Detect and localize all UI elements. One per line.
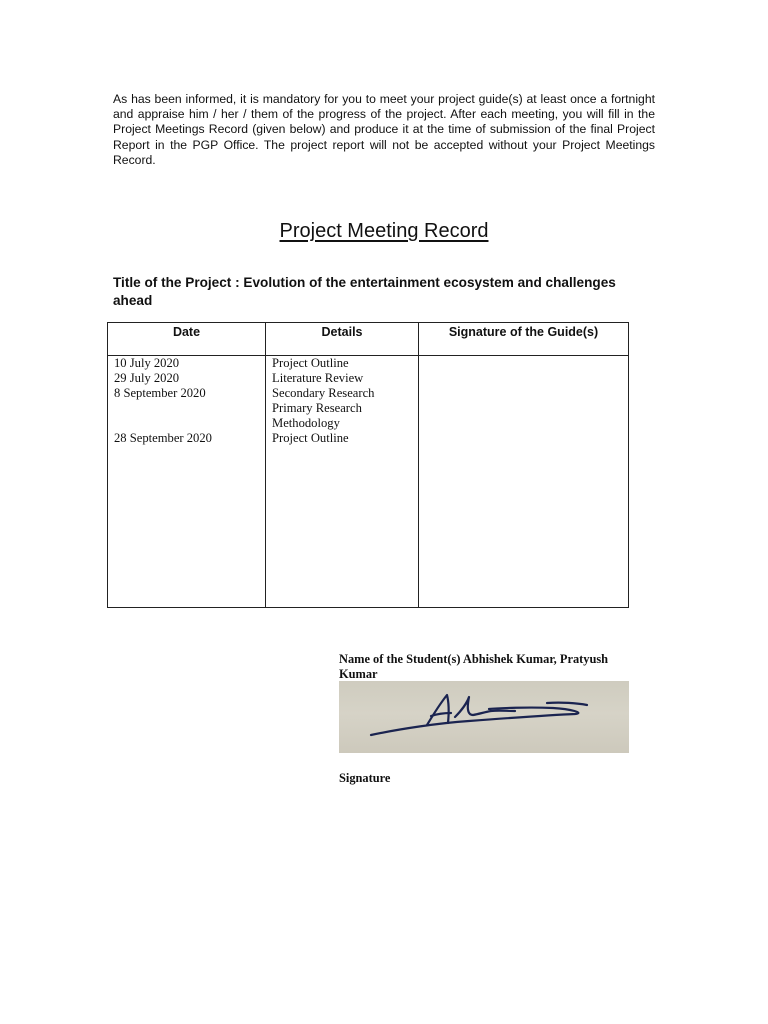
meeting-detail: Project Outline	[272, 356, 349, 370]
intro-paragraph: As has been informed, it is mandatory for you to meet your project guide(s) at least once a fortnight and appraise him / her / them of the progress of the project. After each meeting, you will fill in the Project Meetings Record (given below) and produce it at the time of submission of the final Project Report in the PGP Office. The project report will not be accepted without your Project Meetings Record.	[113, 92, 655, 167]
details-cell	[266, 356, 419, 608]
meeting-detail: Literature Review	[272, 371, 364, 385]
student-name: Name of the Student(s) Abhishek Kumar, Pratyush Kumar	[339, 652, 609, 681]
meeting-detail: Methodology	[272, 416, 340, 430]
table-row	[108, 356, 629, 608]
document-title: Project Meeting Record	[279, 220, 489, 242]
date-column-header: Date	[108, 323, 266, 356]
signature-column-header: Signature of the Guide(s)	[419, 323, 629, 356]
meeting-date: 28 September 2020	[114, 431, 212, 445]
meeting-date: 29 July 2020	[114, 371, 180, 385]
meeting-date: 10 July 2020	[114, 356, 180, 370]
project-title: Title of the Project : Evolution of the entertainment ecosystem and challenges ahead	[113, 275, 616, 308]
guide-signature-cell	[419, 356, 629, 608]
details-column-header: Details	[266, 323, 419, 356]
meeting-detail: Project Outline	[272, 431, 349, 445]
handwritten-signature	[339, 681, 629, 753]
meeting-date: 8 September 2020	[114, 386, 206, 400]
meeting-detail: Secondary Research	[272, 386, 375, 400]
table-header-row	[108, 323, 629, 356]
signature-label: Signature	[339, 771, 391, 785]
meeting-detail: Primary Research	[272, 401, 362, 415]
signature-image	[339, 681, 629, 753]
meeting-record-table	[107, 322, 629, 608]
date-cell	[108, 356, 266, 608]
